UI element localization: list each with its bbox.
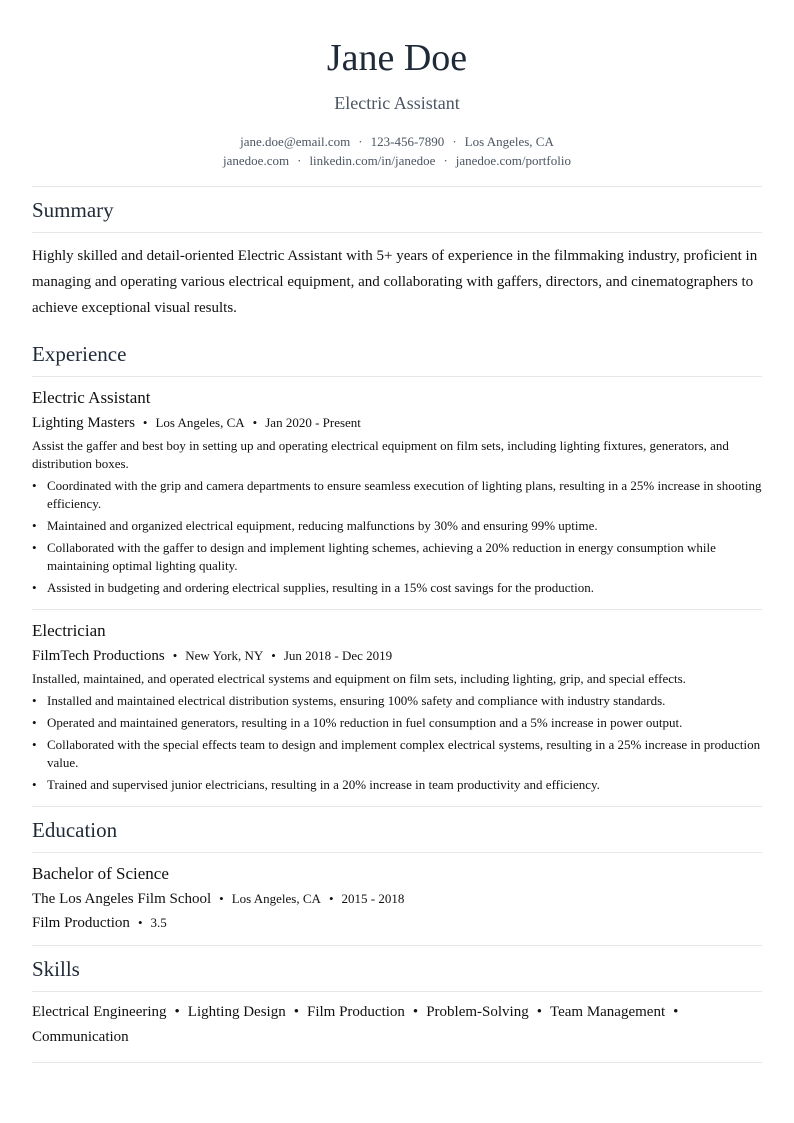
company-name: Lighting Masters — [32, 415, 135, 431]
experience-item — [32, 610, 762, 806]
role-title: Electric Assistant — [32, 388, 151, 407]
role-meta — [32, 646, 762, 666]
skill-item: Problem-Solving — [426, 1004, 529, 1020]
bullet-separator: • — [219, 891, 224, 906]
bullet-separator: • — [328, 891, 334, 906]
skill-item: Film Production — [306, 1004, 405, 1020]
achievement-item: • Operated and maintained generators, resulting in a 10% reduction in fuel consumption and a 5% increase in power output. — [32, 714, 762, 732]
education-item — [32, 853, 762, 945]
bullet-separator: • — [271, 648, 276, 663]
bullet-separator: • — [174, 1004, 180, 1020]
education-dates: 2015 - 2018 — [341, 891, 405, 906]
summary-section — [32, 187, 762, 321]
bullet-separator: • — [252, 415, 258, 430]
role-description: Assist the gaffer and best boy in setting up and operating electrical equipment on film sets, including lighting fixtures, generators, and distribution boxes. — [32, 438, 729, 471]
candidate-name: Jane Doe — [326, 37, 468, 79]
bullet-separator: • — [142, 415, 148, 430]
role-description: Installed, maintained, and operated electrical systems and equipment on film sets, including lighting, grip, and special effects. — [32, 671, 686, 686]
experience-heading: Experience — [32, 342, 127, 366]
email-link[interactable]: jane.doe@email.com — [240, 134, 351, 149]
achievement-list — [32, 477, 762, 597]
separator: · — [297, 153, 302, 168]
bullet-separator: • — [293, 1004, 299, 1020]
achievement-item: • Collaborated with the special effects team to design and implement complex electrical systems, resulting in a 25% increase in production value. — [32, 736, 762, 772]
portfolio-link[interactable]: janedoe.com/portfolio — [455, 153, 571, 168]
divider — [32, 232, 762, 233]
achievement-list — [32, 692, 762, 794]
skills-heading: Skills — [32, 957, 80, 981]
bullet-separator: • — [673, 1004, 679, 1020]
separator: · — [452, 134, 457, 149]
education-section — [32, 807, 762, 945]
achievement-item: • Maintained and organized electrical equipment, reducing malfunctions by 30% and ensuring 99% uptime. — [32, 517, 762, 535]
school-name: The Los Angeles Film School — [32, 891, 212, 907]
achievement-item: • Trained and supervised junior electricians, resulting in a 20% increase in team productivity and efficiency. — [32, 776, 762, 794]
phone-number: 123-456-7890 — [370, 134, 445, 149]
experience-section — [32, 331, 762, 806]
separator: · — [358, 134, 363, 149]
resume-header — [32, 0, 762, 186]
summary-text: Highly skilled and detail-oriented Electric Assistant with 5+ years of experience in the filmmaking industry, proficient in managing and operating various electrical equipment, and collaborating with gaffers, directors, and cinematographers to achieve exceptional visual results. — [32, 248, 758, 316]
location: Los Angeles, CA — [464, 134, 554, 149]
role-dates: Jan 2020 - Present — [265, 415, 361, 430]
skills-list — [32, 992, 762, 1062]
skills-section — [32, 946, 762, 1062]
bullet-separator: • — [172, 648, 178, 663]
bullet-separator: • — [137, 915, 143, 930]
bullet-separator: • — [412, 1004, 419, 1020]
field-of-study: Film Production — [32, 915, 130, 931]
achievement-item: • Installed and maintained electrical distribution systems, ensuring 100% safety and compliance with industry standards. — [32, 692, 762, 710]
education-heading: Education — [32, 818, 118, 842]
role-meta — [32, 413, 762, 433]
contact-line-1 — [32, 132, 762, 151]
contact-line-2 — [32, 151, 762, 170]
gpa: 3.5 — [150, 915, 167, 930]
role-location: New York, NY — [185, 648, 264, 663]
school-location: Los Angeles, CA — [231, 891, 321, 906]
summary-heading: Summary — [32, 198, 114, 222]
achievement-item: • Assisted in budgeting and ordering electrical supplies, resulting in a 15% cost savings for the production. — [32, 579, 762, 597]
role-dates: Jun 2018 - Dec 2019 — [283, 648, 393, 663]
role-title: Electrician — [32, 621, 106, 640]
skill-item: Lighting Design — [187, 1004, 286, 1020]
divider — [32, 1062, 762, 1063]
education-field-meta — [32, 913, 762, 933]
degree: Bachelor of Science — [32, 864, 169, 883]
education-meta — [32, 889, 762, 909]
contact-info — [32, 132, 762, 170]
candidate-title: Electric Assistant — [334, 93, 460, 113]
separator: · — [443, 153, 448, 168]
linkedin-link[interactable]: linkedin.com/in/janedoe — [309, 153, 436, 168]
achievement-item: • Coordinated with the grip and camera departments to ensure seamless execution of lighting plans, resulting in a 25% increase in shooting efficiency. — [32, 477, 762, 513]
skill-item: Team Management — [549, 1004, 666, 1020]
skill-item: Electrical Engineering — [32, 1004, 167, 1020]
website-link[interactable]: janedoe.com — [223, 153, 290, 168]
company-name: FilmTech Productions — [32, 648, 165, 664]
role-location: Los Angeles, CA — [155, 415, 245, 430]
achievement-item: • Collaborated with the gaffer to design and implement lighting schemes, achieving a 20% reduction in energy consumption while maintaining optimal lighting quality. — [32, 539, 762, 575]
bullet-separator: • — [536, 1004, 542, 1020]
skill-item: Communication — [32, 1029, 129, 1045]
experience-item — [32, 377, 762, 609]
